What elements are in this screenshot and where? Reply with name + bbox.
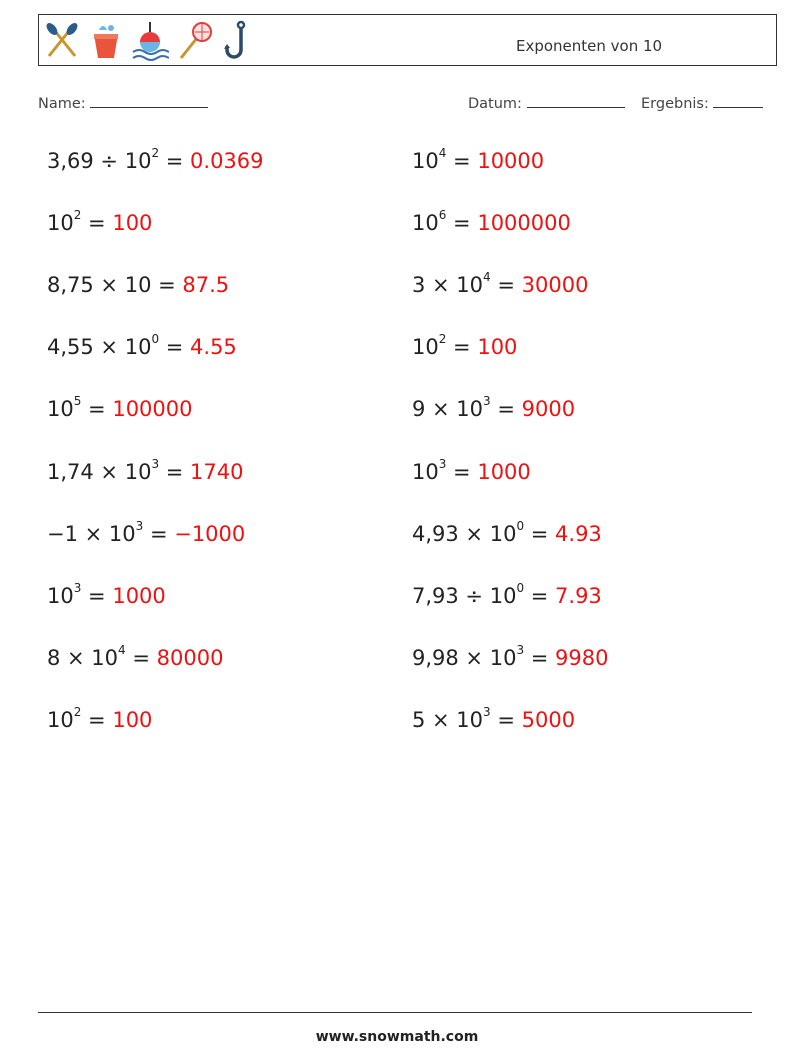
problem-exponent: 0 <box>516 518 525 533</box>
equals-sign: = <box>159 335 191 360</box>
problem-exponent: 3 <box>483 704 491 719</box>
problem-expression: 10 <box>412 211 439 236</box>
problem-item <box>47 580 166 608</box>
equals-sign: = <box>81 211 113 236</box>
problem-answer: 7.93 <box>555 583 602 608</box>
name-label: Name: <box>38 96 86 112</box>
page-title: Exponenten von 10 <box>516 37 663 55</box>
equals-sign: = <box>159 459 191 484</box>
date-field <box>468 93 625 112</box>
equals-sign: = <box>151 273 183 298</box>
header-icons <box>43 20 257 62</box>
equals-sign: = <box>81 583 113 608</box>
problem-expression: 5 × 10 <box>412 707 484 732</box>
equals-sign: = <box>143 521 175 546</box>
problem-exponent: 3 <box>483 394 491 409</box>
problem-item <box>412 394 576 422</box>
problem-exponent: 0 <box>516 580 525 595</box>
footer-website: www.snowmath.com <box>315 1029 479 1045</box>
problem-expression: 7,93 ÷ 10 <box>412 583 517 608</box>
equals-sign: = <box>81 707 113 732</box>
problem-item <box>47 394 193 422</box>
problem-exponent: 3 <box>135 518 144 533</box>
problem-expression: 10 <box>412 149 439 173</box>
result-field <box>641 93 763 112</box>
equals-sign: = <box>490 273 522 298</box>
problem-item <box>412 332 518 360</box>
result-blank <box>713 93 763 108</box>
problem-answer: 1000 <box>112 583 166 608</box>
equals-sign: = <box>125 645 157 670</box>
problem-exponent: 2 <box>73 704 82 719</box>
problem-exponent: 4 <box>483 270 491 285</box>
problem-exponent: 2 <box>438 332 447 347</box>
problem-expression: 4,93 × 10 <box>412 521 517 546</box>
bucket-icon <box>87 20 125 62</box>
equals-sign: = <box>490 397 522 422</box>
problem-expression: 8,75 × 10 <box>47 273 152 298</box>
problem-answer: 100 <box>112 707 153 732</box>
problem-expression: 10 <box>47 397 74 422</box>
problem-item <box>412 518 602 546</box>
problem-answer: 100 <box>112 211 153 236</box>
problem-answer: 5000 <box>521 707 576 732</box>
problem-exponent: 3 <box>516 642 525 657</box>
problem-item <box>47 208 153 236</box>
problem-item <box>412 270 589 298</box>
problem-answer: 100000 <box>112 397 193 422</box>
equals-sign: = <box>524 583 556 608</box>
problem-answer: 4.93 <box>555 521 602 546</box>
problem-answer: 9980 <box>555 645 609 670</box>
problem-item <box>47 518 246 546</box>
problem-item <box>412 456 531 484</box>
problem-answer: 87.5 <box>182 273 230 298</box>
problem-item <box>47 273 229 297</box>
fish-hook-icon <box>219 20 257 62</box>
problem-expression: 10 <box>47 707 74 732</box>
problem-expression: 10 <box>47 583 74 608</box>
problem-exponent: 2 <box>73 208 82 223</box>
problem-item <box>412 642 609 670</box>
problem-expression: 1,74 × 10 <box>47 459 152 484</box>
problem-expression: 3 × 10 <box>412 273 484 298</box>
equals-sign: = <box>524 521 556 546</box>
equals-sign: = <box>81 397 113 422</box>
problem-expression: 9,98 × 10 <box>412 645 517 670</box>
date-label: Datum: <box>468 96 522 112</box>
problem-answer: 80000 <box>156 645 224 670</box>
problem-answer: 0.0369 <box>190 149 264 173</box>
header-box <box>38 14 777 66</box>
problem-item <box>47 642 224 670</box>
problem-answer: 1000 <box>477 459 531 484</box>
equals-sign: = <box>446 335 478 360</box>
problem-item <box>412 146 545 173</box>
name-blank <box>90 93 208 108</box>
problem-answer: 10000 <box>477 149 545 173</box>
problem-item <box>47 146 264 173</box>
problem-expression: 4,55 × 10 <box>47 335 152 360</box>
problem-exponent: 5 <box>73 394 82 409</box>
equals-sign: = <box>446 459 478 484</box>
date-blank <box>527 93 625 108</box>
problem-exponent: 6 <box>438 208 447 223</box>
problem-answer: 30000 <box>521 273 589 298</box>
fishing-float-icon <box>131 20 169 62</box>
equals-sign: = <box>446 211 478 236</box>
problem-exponent: 3 <box>438 456 447 471</box>
problem-expression: 10 <box>412 335 439 360</box>
problem-exponent: 4 <box>118 642 126 657</box>
equals-sign: = <box>159 149 191 173</box>
problem-expression: −1 × 10 <box>47 521 136 546</box>
problem-answer: 1740 <box>190 459 244 484</box>
problem-answer: −1000 <box>174 521 246 546</box>
name-field <box>38 93 208 112</box>
problem-answer: 1000000 <box>477 211 571 236</box>
problem-item <box>47 704 153 732</box>
problem-item <box>412 580 602 608</box>
paddles-icon <box>43 20 81 62</box>
result-label: Ergebnis: <box>641 96 709 112</box>
problem-item <box>412 704 576 732</box>
problem-item <box>412 208 571 236</box>
problem-expression: 10 <box>412 459 439 484</box>
problem-expression: 10 <box>47 211 74 236</box>
problem-answer: 100 <box>477 335 518 360</box>
problem-expression: 9 × 10 <box>412 397 484 422</box>
footer-divider <box>38 1012 752 1013</box>
equals-sign: = <box>524 645 556 670</box>
problem-expression: 8 × 10 <box>47 645 119 670</box>
fishing-net-icon <box>175 20 213 62</box>
problem-expression: 3,69 ÷ 10 <box>47 149 152 173</box>
problem-exponent: 0 <box>151 332 160 347</box>
problem-item <box>47 456 244 484</box>
problem-exponent: 2 <box>151 146 160 160</box>
equals-sign: = <box>446 149 478 173</box>
problem-answer: 9000 <box>521 397 576 422</box>
problem-answer: 4.55 <box>190 335 237 360</box>
equals-sign: = <box>490 707 522 732</box>
problem-item <box>47 332 237 360</box>
problem-exponent: 3 <box>73 580 82 595</box>
problem-exponent: 3 <box>151 456 160 471</box>
problem-exponent: 4 <box>438 146 447 160</box>
